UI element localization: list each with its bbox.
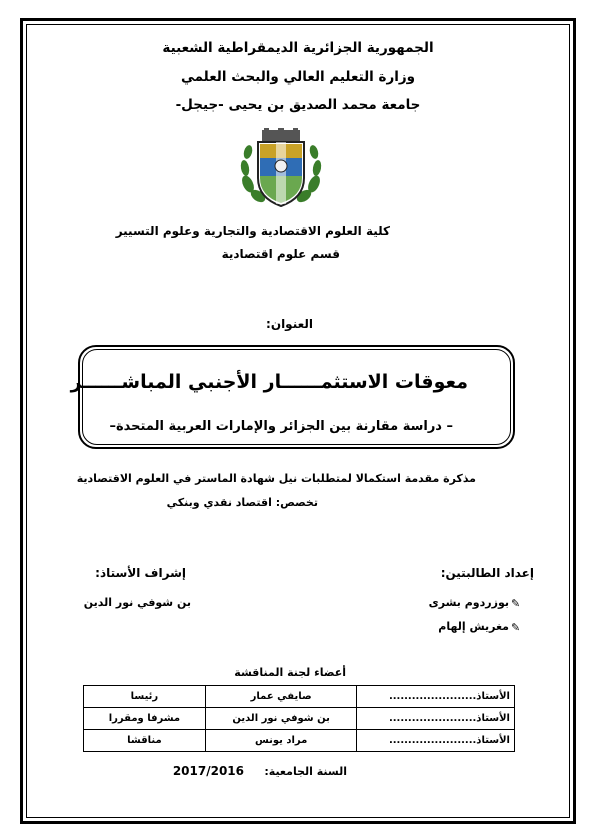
jury-role-cell: رئيسا — [84, 686, 206, 708]
jury-title-cell: الأستاذ....................... — [357, 686, 515, 708]
faculty-name: كلية العلوم الاقتصادية والتجارية وعلوم التسيير — [115, 224, 390, 238]
university-emblem — [238, 128, 324, 210]
academic-year-label: السنة الجامعية: — [264, 765, 347, 778]
table-row — [84, 686, 515, 708]
students-label: إعداد الطالبتين: — [440, 566, 534, 580]
ministry-heading: وزارة التعليم العالي والبحث العلمي — [180, 69, 416, 85]
jury-role-cell: مناقشا — [84, 730, 206, 752]
republic-heading: الجمهورية الجزائرية الديمقراطية الشعبية — [162, 40, 434, 56]
supervisor-label: إشراف الأستاذ: — [95, 566, 186, 580]
jury-name-cell: بن شوفي نور الدين — [205, 708, 357, 730]
academic-year-value: 2017/2016 — [172, 764, 244, 778]
table-row — [84, 730, 515, 752]
scroll-bullet-icon: ✎ — [511, 621, 521, 634]
student-name: بوزردوم بشرى — [428, 596, 509, 609]
scroll-bullet-icon: ✎ — [511, 597, 521, 610]
table-row — [84, 708, 515, 730]
jury-name-cell: صايفي عمار — [205, 686, 357, 708]
student-name: مغريش إلهام — [438, 620, 509, 633]
specialty-line: تخصص: اقتصاد نقدي وبنكي — [166, 496, 318, 509]
department-name: قسم علوم اقتصادية — [221, 247, 340, 261]
jury-label: أعضاء لجنة المناقشة — [234, 666, 346, 679]
jury-title-cell: الأستاذ....................... — [357, 708, 515, 730]
jury-name-cell: مراد يونس — [205, 730, 357, 752]
thesis-main-title: معوقات الاستثمــــــار الأجنبي المباشــــــر — [70, 371, 468, 393]
jury-role-cell: مشرفا ومقررا — [84, 708, 206, 730]
supervisor-name: بن شوفي نور الدين — [83, 596, 191, 609]
jury-table — [83, 685, 515, 752]
thesis-subtitle: – دراسة مقارنة بين الجزائر والإمارات العربية المتحدة– — [109, 419, 453, 434]
memo-description: مذكرة مقدمة استكمالا لمتطلبات نيل شهادة الماستر في العلوم الاقتصادية — [76, 472, 476, 485]
university-heading: جامعة محمد الصديق بن يحيى -جيجل- — [175, 97, 421, 113]
title-label: العنوان: — [266, 317, 313, 331]
jury-title-cell: الأستاذ....................... — [357, 730, 515, 752]
